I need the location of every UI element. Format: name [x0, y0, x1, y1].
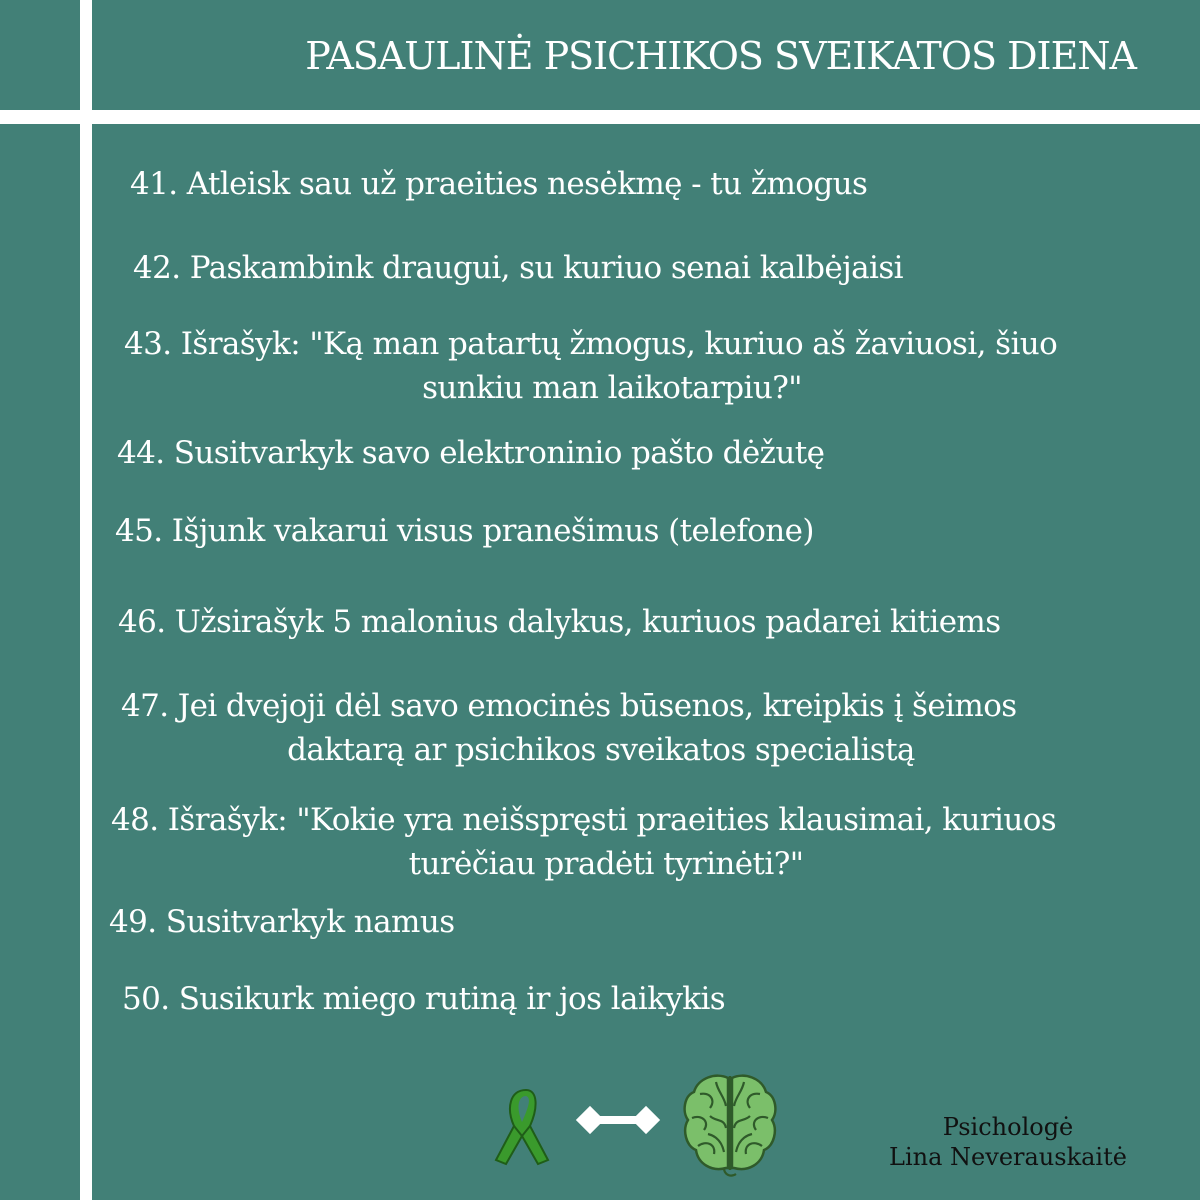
dumbbell-icon: [574, 1104, 662, 1136]
list-item-44: 44. Susitvarkyk savo elektroninio pašto dėžutę: [117, 435, 825, 471]
poster-title: PASAULINĖ PSICHIKOS SVEIKATOS DIENA: [305, 34, 1136, 78]
green-awareness-ribbon-icon: [492, 1086, 556, 1168]
list-item-43-line1: 43. Išrašyk: "Ką man patartų žmogus, kuriuo aš žaviuosi, šiuo: [124, 326, 1058, 362]
list-item-41: 41. Atleisk sau už praeities nesėkmę - tu žmogus: [130, 166, 868, 202]
list-item-47-line2: daktarą ar psichikos sveikatos specialistą: [287, 732, 915, 768]
panel-top-left: [0, 0, 80, 110]
list-item-48-line1: 48. Išrašyk: "Kokie yra neišspręsti praeities klausimai, kuriuos: [111, 802, 1057, 838]
list-item-49: 49. Susitvarkyk namus: [109, 904, 455, 940]
signature-line-1: Psichologė: [942, 1113, 1074, 1141]
list-item-43-line2: sunkiu man laikotarpiu?": [422, 370, 802, 406]
list-item-48-line2: turėčiau pradėti tyrinėti?": [408, 846, 804, 882]
brain-icon: [680, 1070, 780, 1180]
list-item-47-line1: 47. Jei dvejoji dėl savo emocinės būsenos, kreipkis į šeimos: [121, 688, 1017, 724]
panel-left: [0, 124, 80, 1200]
list-item-42: 42. Paskambink draugui, su kuriuo senai kalbėjaisi: [133, 250, 903, 286]
list-item-50: 50. Susikurk miego rutiną ir jos laikykis: [122, 981, 726, 1017]
list-item-46: 46. Užsirašyk 5 malonius dalykus, kuriuos padarei kitiems: [118, 604, 1001, 640]
list-item-45: 45. Išjunk vakarui visus pranešimus (telefone): [115, 513, 814, 549]
author-signature: [880, 1112, 1136, 1172]
signature-line-2: Lina Neverauskaitė: [889, 1143, 1127, 1171]
